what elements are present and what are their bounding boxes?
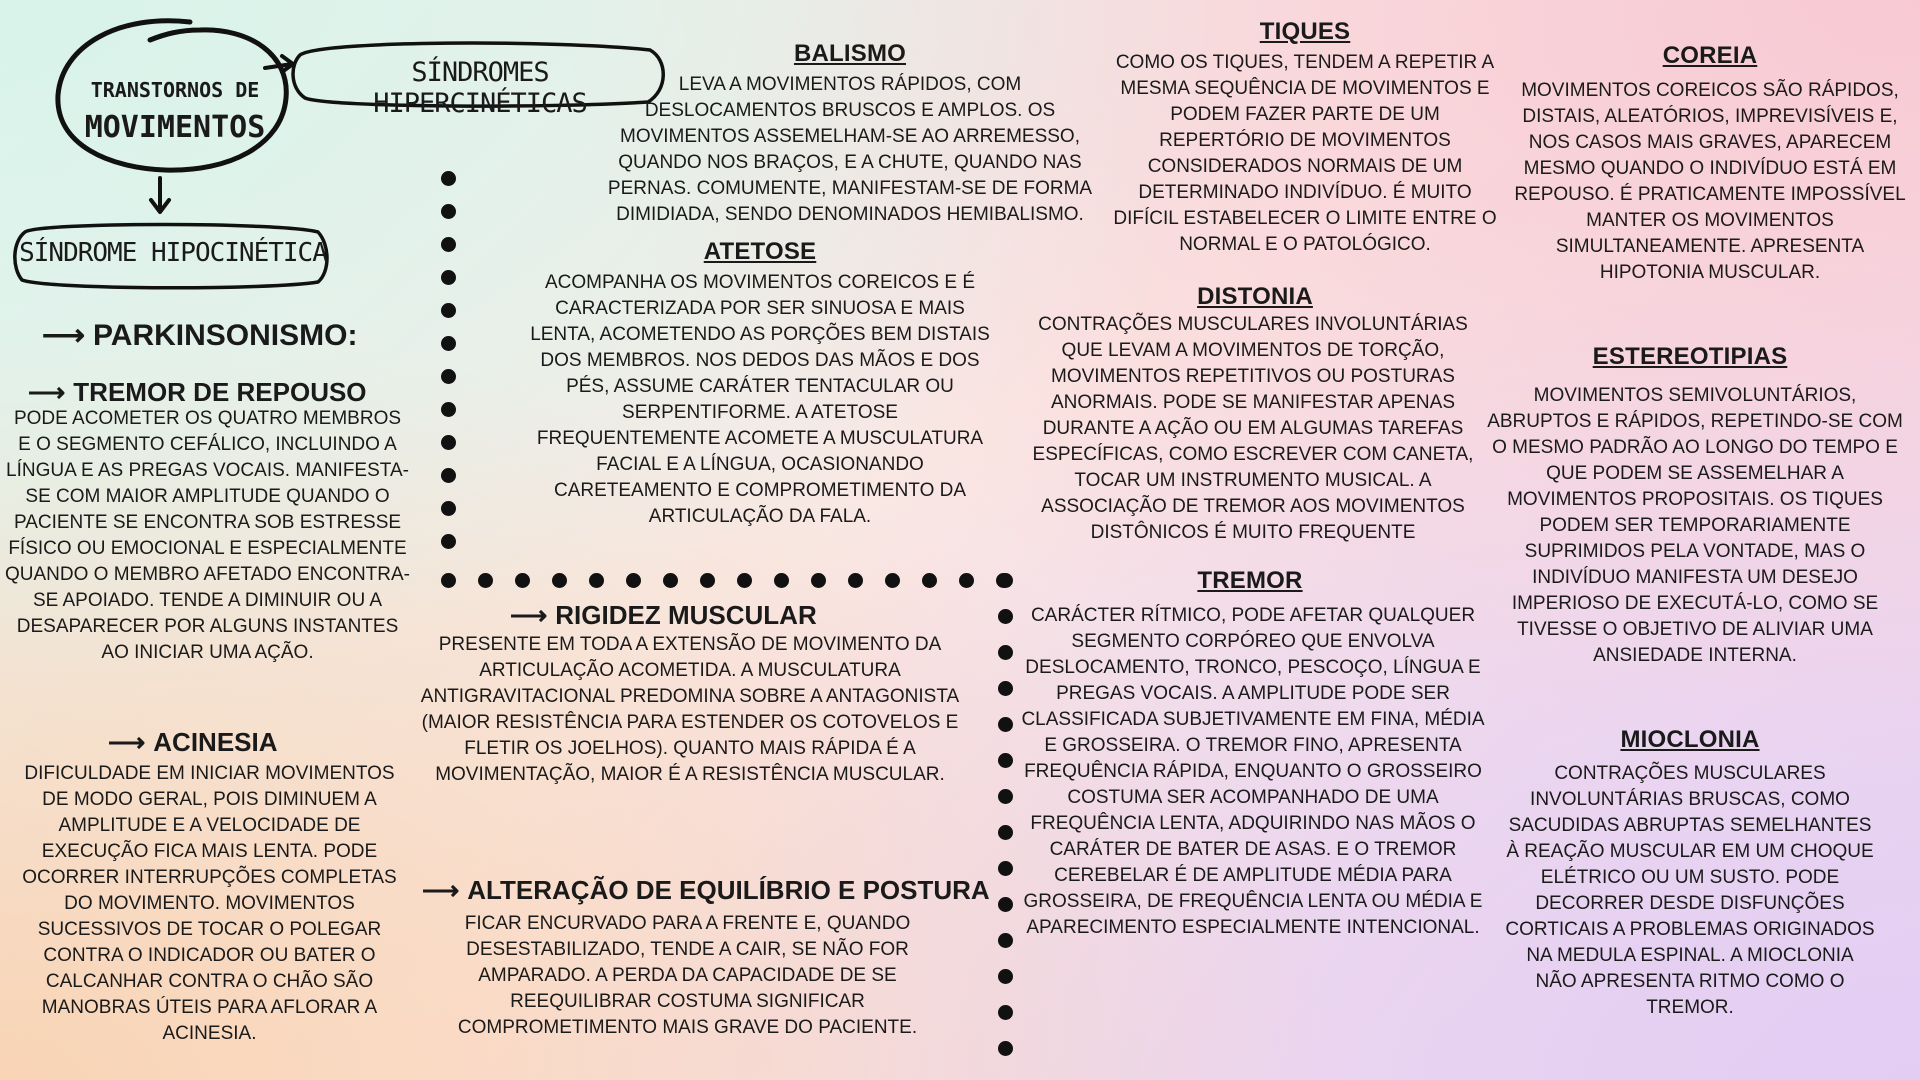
divider-dot bbox=[441, 468, 456, 483]
divider-dot bbox=[998, 645, 1013, 660]
divider-dot bbox=[589, 573, 604, 588]
divider-dot bbox=[811, 573, 826, 588]
divider-dot bbox=[441, 270, 456, 285]
divider-dot bbox=[922, 573, 937, 588]
estereotipias-text: MOVIMENTOS SEMIVOLUNTÁRIOS, ABRUPTOS E RÁPIDOS, REPETINDO-SE COM O MESMO PADRÃO AO LONGO DO TEMPO E QUE PODEM SE ASSEMELHAR A MOVIMENTOS PROPOSITAIS. OS TIQUES PODEM SER TEMPORARIAMENTE SUPRIMIDOS PELA VONTADE, MAS O INDIVÍDUO MANIFESTA UM DESEJO IMPERIOSO DE EXECUTÁ-LO, COMO SE TIVESSE O OBJETIVO DE ALIVIAR UMA ANSIEDADE INTERNA. bbox=[1487, 385, 1903, 666]
atetose-title: ATETOSE bbox=[703, 238, 817, 265]
divider-dot bbox=[885, 573, 900, 588]
divider-dot bbox=[998, 897, 1013, 912]
arrow-to-hypo-icon bbox=[151, 178, 169, 212]
divider-dot bbox=[998, 609, 1013, 624]
atetose-text: ACOMPANHA OS MOVIMENTOS COREICOS E É CARACTERIZADA POR SER SINUOSA E MAIS LENTA, ACOMETENDO AS PORÇÕES BEM DISTAIS DOS MEMBROS. NOS DEDOS DAS MÃOS E DOS PÉS, ASSUME CARÁTER TENTACULAR OU SERPENTIFORME. A ATETOSE FREQUENTEMENTE ACOMETE A MUSCULATURA FACIAL E A LÍNGUA, OCASIONANDO CARETEAMENTO E COMPROMETIMENTO DA ARTICULAÇÃO DA FALA. bbox=[530, 272, 990, 527]
coreia-text: MOVIMENTOS COREICOS SÃO RÁPIDOS, DISTAIS, ALEATÓRIOS, IMPREVISÍVEIS E, NOS CASOS MAIS GRAVES, APARECEM MESMO QUANDO O INDIVÍDUO ESTÁ EM REPOUSO. É PRATICAMENTE IMPOSSÍVEL MANTER OS MOVIMENTOS SIMULTANEAMENTE. APRESENTA HIPOTONIA MUSCULAR. bbox=[1514, 80, 1906, 283]
divider-dot bbox=[774, 573, 789, 588]
divider-dot bbox=[441, 573, 456, 588]
divider-dot bbox=[998, 789, 1013, 804]
divider-dot bbox=[552, 573, 567, 588]
tremor-text: CARÁCTER RÍTMICO, PODE AFETAR QUALQUER SEGMENTO CORPÓREO QUE ENVOLVA DESLOCAMENTO, TRONCO, PESCOÇO, LÍNGUA E PREGAS VOCAIS. A AMPLITUDE PODE SER CLASSIFICADA SUBJETIVAMENTE EM FINA, MÉDIA E GROSSEIRA. O TREMOR FINO, APRESENTA FREQUÊNCIA RÁPIDA, ENQUANTO O GROSSEIRO COSTUMA SER ACOMPANHADO DE UMA FREQUÊNCIA LENTA, ADQUIRINDO NAS MÃOS O CARÁTER DE BATER DE ASAS. E O TREMOR CEREBELAR É DE AMPLITUDE MÉDIA PARA GROSSEIRA, DE FREQUÊNCIA LENTA OU MÉDIA E APARECIMENTO ESPECIALMENTE INTENCIONAL. bbox=[1021, 605, 1485, 938]
main-topic-line1: TRANSTORNOS DE bbox=[90, 78, 260, 102]
parkinsonismo-label: PARKINSONISMO: bbox=[93, 319, 358, 352]
arrow-to-hyper-icon bbox=[265, 56, 293, 72]
divider-dot bbox=[441, 534, 456, 549]
rigidez-title: RIGIDEZ MUSCULAR bbox=[555, 600, 817, 630]
divider-dot bbox=[737, 573, 752, 588]
divider-dot bbox=[441, 435, 456, 450]
tremor-repouso-heading bbox=[28, 377, 367, 408]
divider-dot bbox=[441, 402, 456, 417]
divider-dot bbox=[998, 717, 1013, 732]
tiques-title: TIQUES bbox=[1259, 18, 1351, 45]
hypo-label: SÍNDROME HIPOCINÉTICA bbox=[19, 238, 327, 268]
main-topic-line2: MOVIMENTOS bbox=[84, 110, 266, 145]
arrow-right-icon: ⟶ bbox=[42, 319, 86, 352]
divider-dot bbox=[663, 573, 678, 588]
divider-dot bbox=[998, 933, 1013, 948]
tremor-repouso-title: TREMOR DE REPOUSO bbox=[73, 377, 367, 407]
mioclonia-title: MIOCLONIA bbox=[1620, 726, 1760, 753]
divider-dot bbox=[959, 573, 974, 588]
acinesia-text: DIFICULDADE EM INICIAR MOVIMENTOS DE MODO GERAL, POIS DIMINUEM A AMPLITUDE E A VELOCIDADE DE EXECUÇÃO FICA MAIS LENTA. PODE OCORRER INTERRUPÇÕES COMPLETAS DO MOVIMENTO. MOVIMENTOS SUCESSIVOS DE TOCAR O POLEGAR CONTRA O INDICADOR OU BATER O CALCANHAR CONTRA O CHÃO SÃO MANOBRAS ÚTEIS PARA AFLORAR A ACINESIA. bbox=[22, 763, 397, 1044]
equilibrio-title: ALTERAÇÃO DE EQUILÍBRIO E POSTURA bbox=[467, 875, 990, 905]
divider-dot bbox=[998, 753, 1013, 768]
rigidez-text: PRESENTE EM TODA A EXTENSÃO DE MOVIMENTO DA ARTICULAÇÃO ACOMETIDA. A MUSCULATURA ANTIGRAVITACIONAL PREDOMINA SOBRE A ANTAGONISTA (MAIOR RESISTÊNCIA PARA ESTENDER OS COTOVELOS E FLETIR OS JOELHOS). QUANTO MAIS RÁPIDA É A MOVIMENTAÇÃO, MAIOR É A RESISTÊNCIA MUSCULAR. bbox=[420, 634, 960, 785]
divider-dot bbox=[478, 573, 493, 588]
tremor-repouso-text: PODE ACOMETER OS QUATRO MEMBROS E O SEGMENTO CEFÁLICO, INCLUINDO A LÍNGUA E AS PREGAS VOCAIS. MANIFESTA-SE COM MAIOR AMPLITUDE QUANDO O PACIENTE SE ENCONTRA SOB ESTRESSE FÍSICO OU EMOCIONAL E ESPECIALMENTE QUANDO O MEMBRO AFETADO ENCONTRA-SE APOIADO. TENDE A DIMINUIR OU A DESAPARECER POR ALGUNS INSTANTES AO INICIAR UMA AÇÃO. bbox=[5, 408, 411, 663]
divider-dot bbox=[998, 1041, 1013, 1056]
divider-dot bbox=[998, 825, 1013, 840]
estereotipias-title: ESTEREOTIPIAS bbox=[1592, 343, 1788, 370]
divider-dot bbox=[998, 681, 1013, 696]
acinesia-title: ACINESIA bbox=[153, 727, 278, 757]
distonia-text: CONTRAÇÕES MUSCULARES INVOLUNTÁRIAS QUE LEVAM A MOVIMENTOS DE TORÇÃO, MOVIMENTOS REPETITIVOS OU POSTURAS ANORMAIS. PODE SE MANIFESTAR APENAS DURANTE A AÇÃO OU EM ALGUMAS TAREFAS ESPECÍFICAS, COMO ESCREVER COM CANETA, TOCAR UM INSTRUMENTO MUSICAL. A ASSOCIAÇÃO DE TREMOR AOS MOVIMENTOS DISTÔNICOS É MUITO FREQUENTE bbox=[1032, 314, 1474, 543]
divider-dot bbox=[441, 336, 456, 351]
equilibrio-text: FICAR ENCURVADO PARA A FRENTE E, QUANDO DESESTABILIZADO, TENDE A CAIR, SE NÃO FOR AMPARADO. A PERDA DA CAPACIDADE DE SE REEQUILIBRAR COSTUMA SIGNIFICAR COMPROMETIMENTO MAIS GRAVE DO PACIENTE. bbox=[457, 913, 918, 1038]
divider-dot bbox=[441, 204, 456, 219]
balismo-text: LEVA A MOVIMENTOS RÁPIDOS, COM DESLOCAMENTOS BRUSCOS E AMPLOS. OS MOVIMENTOS ASSEMELHAM-SE AO ARREMESSO, QUANDO NOS BRAÇOS, E A CHUTE, QUANDO NAS PERNAS. COMUMENTE, MANIFESTAM-SE DE FORMA DIMIDIADA, SENDO DENOMINADOS HEMIBALISMO. bbox=[607, 74, 1093, 225]
divider-dot bbox=[441, 303, 456, 318]
divider-dot bbox=[626, 573, 641, 588]
divider-dot bbox=[441, 501, 456, 516]
divider-dot bbox=[998, 969, 1013, 984]
coreia-title: COREIA bbox=[1662, 42, 1758, 69]
divider-dot bbox=[848, 573, 863, 588]
balismo-title: BALISMO bbox=[793, 40, 907, 67]
divider-dot bbox=[998, 1005, 1013, 1020]
arrow-right-icon: ⟶ bbox=[28, 377, 66, 407]
divider-dot bbox=[441, 237, 456, 252]
divider-dot bbox=[700, 573, 715, 588]
divider-dot bbox=[515, 573, 530, 588]
tiques-text: COMO OS TIQUES, TENDEM A REPETIR A MESMA SEQUÊNCIA DE MOVIMENTOS E PODEM FAZER PARTE DE UM REPERTÓRIO DE MOVIMENTOS CONSIDERADOS NORMAIS DE UM DETERMINADO INDIVÍDUO. É MUITO DIFÍCIL ESTABELECER O LIMITE ENTRE O NORMAL E O PATOLÓGICO. bbox=[1113, 52, 1497, 255]
mioclonia-text: CONTRAÇÕES MUSCULARES INVOLUNTÁRIAS BRUSCAS, COMO SACUDIDAS ABRUPTAS SEMELHANTES À REAÇÃO MUSCULAR EM UM CHOQUE ELÉTRICO OU UM SUSTO. PODE DECORRER DESDE DISFUNÇÕES CORTICAIS A PROBLEMAS ORIGINADOS NA MEDULA ESPINAL. A MIOCLONIA NÃO APRESENTA RITMO COMO O TREMOR. bbox=[1505, 763, 1875, 1018]
divider-dot bbox=[998, 861, 1013, 876]
rigidez-heading bbox=[510, 600, 817, 631]
arrow-right-icon: ⟶ bbox=[422, 875, 460, 905]
divider-dot bbox=[441, 369, 456, 384]
tremor-title: TREMOR bbox=[1197, 567, 1303, 594]
acinesia-heading bbox=[108, 727, 278, 758]
equilibrio-heading bbox=[422, 875, 990, 906]
hyper-label: SÍNDROMES HIPERCINÉTICAS bbox=[373, 57, 587, 119]
arrow-right-icon: ⟶ bbox=[108, 727, 146, 757]
divider-dot bbox=[441, 171, 456, 186]
parkinsonismo-heading bbox=[42, 318, 357, 353]
distonia-title: DISTONIA bbox=[1197, 283, 1313, 310]
divider-dot bbox=[998, 573, 1013, 588]
arrow-right-icon: ⟶ bbox=[510, 600, 548, 630]
